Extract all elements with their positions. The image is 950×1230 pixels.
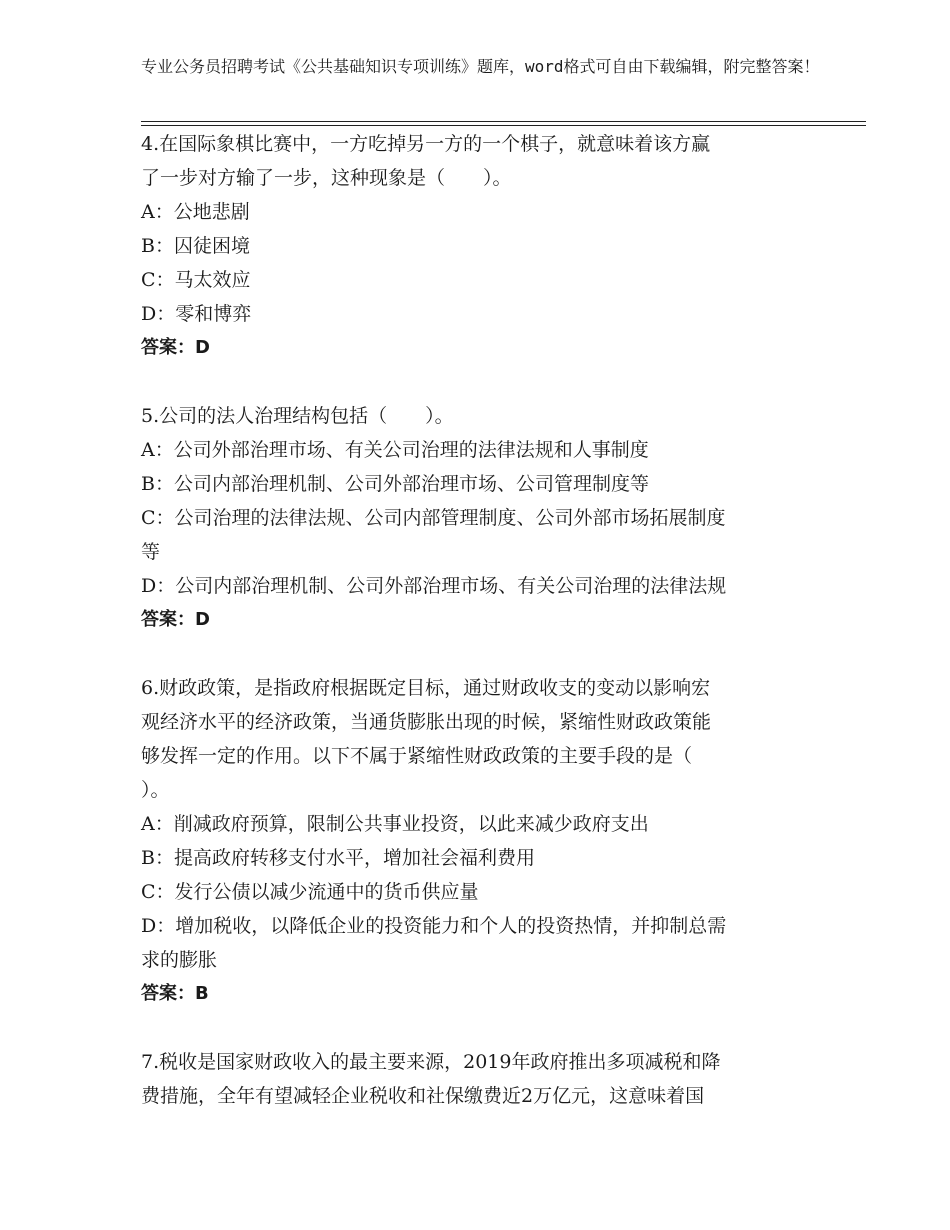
spacer [141, 637, 811, 671]
question-stem: 4.在国际象棋比赛中，一方吃掉另一方的一个棋子，就意味着该方赢 了一步对方输了一步，这种现象是（ ）。 [141, 133, 711, 189]
answer-label: 答案： [141, 983, 195, 1004]
question-stem: 5.公司的法人治理结构包括（ ）。 [141, 405, 454, 427]
answer-label: 答案： [141, 609, 195, 630]
spacer [141, 365, 811, 399]
header-divider-bottom [141, 125, 866, 126]
question-stem: 6.财政政策，是指政府根据既定目标，通过财政收支的变动以影响宏 观经济水平的经济政策，当通货膨胀出现的时候，紧缩性财政政策能 够发挥一定的作用。以下不属于紧缩性财政政策的主要手段的是（ ）。 [141, 677, 712, 801]
question-4 [141, 127, 811, 365]
option-c: C：马太效应 [141, 269, 251, 291]
option-b: B：公司内部治理机制、公司外部治理市场、公司管理制度等 [141, 473, 649, 495]
option-a: A：削减政府预算，限制公共事业投资，以此来减少政府支出 [141, 813, 649, 835]
option-b: B：提高政府转移支付水平，增加社会福利费用 [141, 847, 535, 869]
option-c: C：公司治理的法律法规、公司内部管理制度、公司外部市场拓展制度 等 [141, 507, 726, 563]
option-d: D：公司内部治理机制、公司外部治理市场、有关公司治理的法律法规 [141, 575, 727, 597]
question-list [141, 127, 811, 1113]
answer-value: D [195, 609, 210, 630]
answer-value: D [195, 337, 210, 358]
answer-value: B [195, 983, 209, 1004]
header-divider-top [141, 121, 866, 122]
option-b: B：囚徒困境 [141, 235, 250, 257]
answer-line [141, 331, 811, 365]
question-7 [141, 1045, 811, 1113]
option-c: C：发行公债以减少流通中的货币供应量 [141, 881, 479, 903]
option-d: D：零和博弈 [141, 303, 252, 325]
option-d: D：增加税收，以降低企业的投资能力和个人的投资热情，并抑制总需 求的膨胀 [141, 915, 727, 971]
spacer [141, 1011, 811, 1045]
question-6 [141, 671, 811, 1011]
answer-line [141, 603, 811, 637]
option-a: A：公司外部治理市场、有关公司治理的法律法规和人事制度 [141, 439, 649, 461]
question-stem: 7.税收是国家财政收入的最主要来源，2019年政府推出多项减税和降 费措施，全年有望减轻企业税收和社保缴费近2万亿元，这意味着国 [141, 1051, 721, 1107]
answer-line [141, 977, 811, 1011]
document-header: 专业公务员招聘考试《公共基础知识专项训练》题库，word格式可自由下载编辑，附完整答案！ [141, 57, 820, 76]
answer-label: 答案： [141, 337, 195, 358]
option-a: A：公地悲剧 [141, 201, 250, 223]
question-5 [141, 399, 811, 637]
